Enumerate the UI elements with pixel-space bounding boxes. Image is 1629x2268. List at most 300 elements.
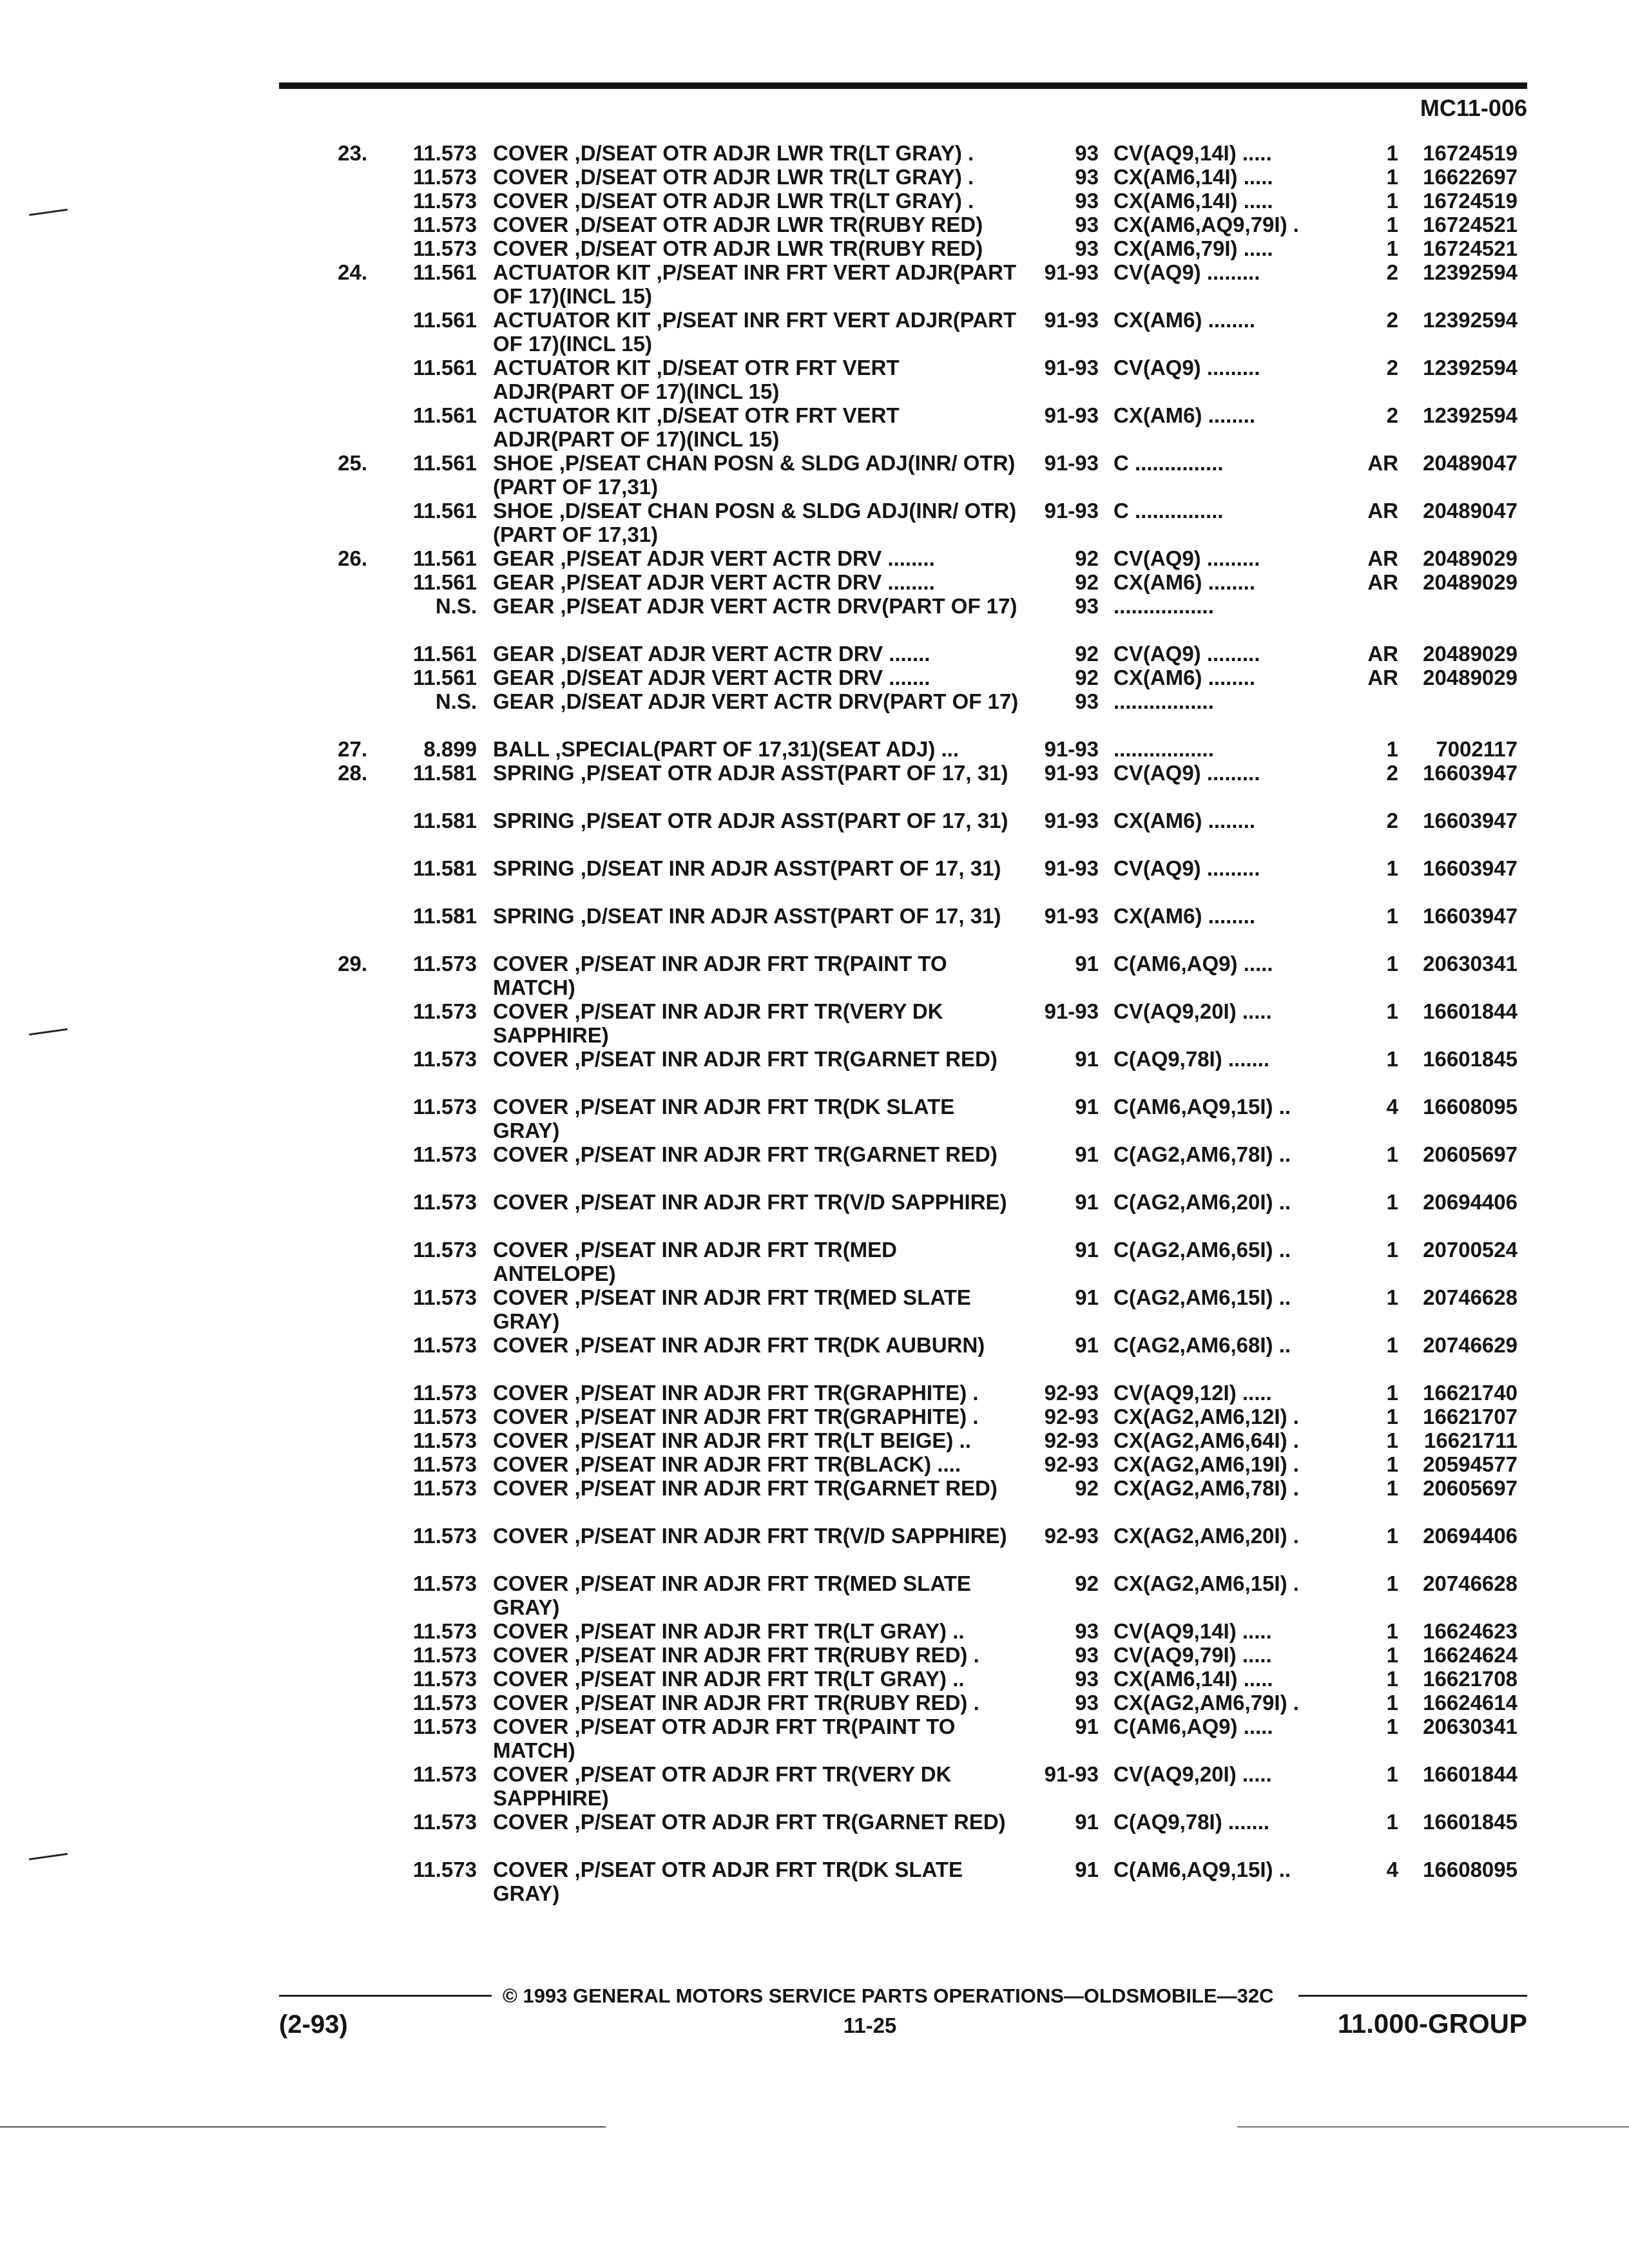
model-usage: CV(AQ9,20I) .....	[1113, 999, 1272, 1023]
part-description: COVER ,P/SEAT INR ADJR FRT TR(GARNET RED)	[493, 1142, 998, 1166]
quantity: 1	[1386, 1190, 1398, 1214]
footer-group: 11.000-GROUP	[1337, 2008, 1527, 2039]
table-row	[0, 1524, 1629, 1571]
part-description: COVER ,P/SEAT INR ADJR FRT TR(MED SLATE GRAY)	[493, 1285, 971, 1333]
table-row	[0, 856, 1629, 904]
model-years: 93	[1075, 189, 1099, 213]
part-number: 16603947	[1423, 761, 1518, 785]
part-number: 16601845	[1423, 1047, 1518, 1071]
model-years: 91	[1075, 952, 1099, 975]
part-number: 16601844	[1423, 1762, 1518, 1786]
table-row	[0, 1142, 1629, 1190]
model-usage: CX(AG2,AM6,79I) .	[1113, 1691, 1299, 1715]
table-row	[0, 999, 1629, 1047]
part-description: COVER ,D/SEAT OTR ADJR LWR TR(LT GRAY) .	[493, 189, 974, 213]
part-number: 20694406	[1423, 1524, 1518, 1548]
part-number: 7002117	[1436, 737, 1518, 761]
model-usage: CX(AM6,14I) .....	[1113, 189, 1273, 213]
footer-date: (2-93)	[279, 2010, 348, 2039]
quantity: AR	[1367, 451, 1398, 475]
model-usage: CV(AQ9) .........	[1113, 642, 1260, 666]
group-number: 11.573	[412, 1571, 477, 1595]
model-usage: CX(AG2,AM6,15I) .	[1113, 1571, 1299, 1595]
part-description: COVER ,P/SEAT INR ADJR FRT TR(MED SLATE GRAY)	[493, 1571, 971, 1619]
model-usage: C(AG2,AM6,68I) ..	[1113, 1333, 1291, 1357]
table-row	[0, 809, 1629, 856]
model-years: 92	[1075, 546, 1099, 570]
part-number: 16601845	[1423, 1810, 1518, 1834]
model-usage: CX(AG2,AM6,78I) .	[1113, 1476, 1299, 1500]
quantity: 1	[1386, 1381, 1398, 1405]
quantity: 1	[1386, 1643, 1398, 1667]
quantity: 2	[1386, 356, 1398, 380]
part-description: SPRING ,P/SEAT OTR ADJR ASST(PART OF 17, 31)	[493, 761, 1008, 785]
quantity: 1	[1386, 141, 1398, 165]
quantity: 1	[1386, 1405, 1398, 1428]
group-number: 11.561	[412, 570, 477, 594]
quantity: 1	[1386, 1715, 1398, 1738]
part-description: COVER ,P/SEAT INR ADJR FRT TR(RUBY RED) .	[493, 1643, 979, 1667]
group-number: 11.581	[412, 809, 477, 832]
part-number: 16621740	[1423, 1381, 1518, 1405]
quantity: 2	[1386, 308, 1398, 332]
group-number: N.S.	[435, 594, 477, 618]
group-number: 11.573	[412, 1476, 477, 1500]
ref-number: 28.	[338, 761, 367, 785]
part-number: 16603947	[1423, 856, 1518, 880]
part-number: 12392594	[1423, 356, 1518, 380]
model-usage: CX(AM6) ........	[1113, 904, 1256, 928]
quantity: 1	[1386, 1667, 1398, 1691]
group-number: 11.573	[412, 1142, 477, 1166]
model-years: 92-93	[1044, 1428, 1099, 1452]
model-years: 93	[1075, 1691, 1099, 1715]
group-number: 11.561	[412, 403, 477, 427]
table-row	[0, 356, 1629, 403]
model-usage: CV(AQ9) .........	[1113, 761, 1260, 785]
model-usage: C(AG2,AM6,65I) ..	[1113, 1238, 1291, 1262]
model-usage: .................	[1113, 737, 1214, 761]
model-usage: C(AG2,AM6,15I) ..	[1113, 1285, 1291, 1309]
quantity: 1	[1386, 1476, 1398, 1500]
quantity: 1	[1386, 952, 1398, 975]
model-years: 92	[1075, 570, 1099, 594]
part-description: COVER ,D/SEAT OTR ADJR LWR TR(LT GRAY) .	[493, 165, 974, 189]
table-row	[0, 1762, 1629, 1810]
model-years: 91-93	[1044, 761, 1099, 785]
part-number: 16603947	[1423, 809, 1518, 832]
model-usage: CX(AM6,14I) .....	[1113, 1667, 1273, 1691]
group-number: 11.573	[412, 213, 477, 236]
quantity: 1	[1386, 999, 1398, 1023]
part-description: COVER ,P/SEAT INR ADJR FRT TR(LT BEIGE) ..	[493, 1428, 971, 1452]
model-years: 91	[1075, 1285, 1099, 1309]
quantity: 1	[1386, 1571, 1398, 1595]
table-row	[0, 1285, 1629, 1333]
model-usage: CX(AG2,AM6,20I) .	[1113, 1524, 1299, 1548]
model-years: 93	[1075, 236, 1099, 260]
group-number: 11.573	[412, 1047, 477, 1071]
group-number: 11.581	[412, 856, 477, 880]
model-years: 91-93	[1044, 809, 1099, 832]
model-years: 91	[1075, 1238, 1099, 1262]
table-row	[0, 1428, 1629, 1452]
part-number: 16621708	[1423, 1667, 1518, 1691]
part-description: COVER ,P/SEAT OTR ADJR FRT TR(VERY DK SAPPHIRE)	[493, 1762, 952, 1810]
model-usage: CV(AQ9,20I) .....	[1113, 1762, 1272, 1786]
part-number: 16724521	[1423, 236, 1518, 260]
group-number: 11.573	[412, 165, 477, 189]
table-row	[0, 952, 1629, 999]
model-usage: CV(AQ9) .........	[1113, 856, 1260, 880]
table-row	[0, 1667, 1629, 1691]
part-description: COVER ,P/SEAT OTR ADJR FRT TR(GARNET RED)	[493, 1810, 1006, 1834]
group-number: 11.573	[412, 1405, 477, 1428]
group-number: 11.573	[412, 1428, 477, 1452]
part-description: COVER ,P/SEAT OTR ADJR FRT TR(DK SLATE GRAY)	[493, 1858, 963, 1905]
model-years: 91	[1075, 1142, 1099, 1166]
part-description: BALL ,SPECIAL(PART OF 17,31)(SEAT ADJ) ...	[493, 737, 959, 761]
part-number: 20746628	[1423, 1571, 1518, 1595]
model-usage: CX(AG2,AM6,19I) .	[1113, 1452, 1299, 1476]
model-years: 92	[1075, 642, 1099, 666]
table-row	[0, 666, 1629, 689]
part-description: COVER ,D/SEAT OTR ADJR LWR TR(LT GRAY) .	[493, 141, 974, 165]
model-usage: C(AM6,AQ9) .....	[1113, 952, 1273, 975]
part-number: 20489029	[1423, 642, 1518, 666]
model-usage: CX(AG2,AM6,64I) .	[1113, 1428, 1299, 1452]
part-description: COVER ,P/SEAT INR ADJR FRT TR(V/D SAPPHIRE)	[493, 1190, 1007, 1214]
part-number: 16624624	[1423, 1643, 1518, 1667]
model-years: 91-93	[1044, 451, 1099, 475]
part-number: 20694406	[1423, 1190, 1518, 1214]
model-years: 92-93	[1044, 1405, 1099, 1428]
top-rule	[279, 82, 1527, 89]
part-number: 20489047	[1423, 451, 1518, 475]
table-row	[0, 236, 1629, 260]
model-usage: CV(AQ9) .........	[1113, 546, 1260, 570]
group-number: 11.573	[412, 1095, 477, 1119]
ref-number: 25.	[338, 451, 367, 475]
part-number: 20605697	[1423, 1142, 1518, 1166]
group-number: 11.573	[412, 1619, 477, 1643]
part-number: 16724519	[1423, 189, 1518, 213]
footer-rule-right	[1298, 1995, 1527, 1997]
table-row	[0, 499, 1629, 546]
part-description: SPRING ,D/SEAT INR ADJR ASST(PART OF 17, 31)	[493, 856, 1001, 880]
model-years: 91	[1075, 1810, 1099, 1834]
group-number: 11.573	[412, 999, 477, 1023]
model-usage: CX(AM6,79I) .....	[1113, 236, 1273, 260]
table-row	[0, 260, 1629, 308]
part-description: COVER ,P/SEAT INR ADJR FRT TR(PAINT TO MATCH)	[493, 952, 947, 999]
part-description: COVER ,P/SEAT OTR ADJR FRT TR(PAINT TO MATCH)	[493, 1715, 956, 1762]
model-years: 92-93	[1044, 1381, 1099, 1405]
model-years: 93	[1075, 1619, 1099, 1643]
part-description: ACTUATOR KIT ,D/SEAT OTR FRT VERT ADJR(PART OF 17)(INCL 15)	[493, 356, 900, 403]
model-usage: C(AG2,AM6,78I) ..	[1113, 1142, 1291, 1166]
table-row	[0, 1810, 1629, 1858]
part-number: 20700524	[1423, 1238, 1518, 1262]
model-years: 93	[1075, 1643, 1099, 1667]
part-description: SPRING ,D/SEAT INR ADJR ASST(PART OF 17, 31)	[493, 904, 1001, 928]
quantity: 1	[1386, 1524, 1398, 1548]
quantity: 1	[1386, 737, 1398, 761]
table-row	[0, 451, 1629, 499]
model-years: 93	[1075, 213, 1099, 236]
quantity: AR	[1367, 499, 1398, 523]
part-number: 16621707	[1423, 1405, 1518, 1428]
group-number: 8.899	[423, 737, 477, 761]
model-years: 91	[1075, 1095, 1099, 1119]
group-number: 11.561	[412, 642, 477, 666]
table-row	[0, 761, 1629, 809]
group-number: 11.573	[412, 1858, 477, 1881]
part-number: 20489029	[1423, 546, 1518, 570]
group-number: N.S.	[435, 689, 477, 713]
table-row	[0, 1476, 1629, 1524]
group-number: 11.581	[412, 761, 477, 785]
part-number: 16608095	[1423, 1095, 1518, 1119]
quantity: 1	[1386, 1142, 1398, 1166]
part-number: 20605697	[1423, 1476, 1518, 1500]
model-usage: CX(AM6,14I) .....	[1113, 165, 1273, 189]
model-usage: C ...............	[1113, 451, 1224, 475]
group-number: 11.561	[412, 308, 477, 332]
table-row	[0, 737, 1629, 761]
part-description: GEAR ,P/SEAT ADJR VERT ACTR DRV(PART OF 17)	[493, 594, 1017, 618]
part-number: 16724519	[1423, 141, 1518, 165]
group-number: 11.573	[412, 952, 477, 975]
quantity: 2	[1386, 809, 1398, 832]
model-years: 91	[1075, 1858, 1099, 1881]
ref-number: 29.	[338, 952, 367, 975]
model-years: 91	[1075, 1190, 1099, 1214]
quantity: 1	[1386, 165, 1398, 189]
quantity: 1	[1386, 904, 1398, 928]
quantity: 2	[1386, 403, 1398, 427]
table-row	[0, 1047, 1629, 1095]
group-number: 11.573	[412, 1238, 477, 1262]
part-number: 12392594	[1423, 308, 1518, 332]
quantity: 1	[1386, 1238, 1398, 1262]
model-usage: C(AQ9,78I) .......	[1113, 1810, 1270, 1834]
model-usage: C ...............	[1113, 499, 1224, 523]
table-row	[0, 1571, 1629, 1619]
table-row	[0, 165, 1629, 189]
table-row	[0, 1858, 1629, 1905]
model-usage: CX(AG2,AM6,12I) .	[1113, 1405, 1299, 1428]
model-usage: .................	[1113, 594, 1214, 618]
part-number: 20746629	[1423, 1333, 1518, 1357]
table-row	[0, 904, 1629, 952]
group-number: 11.573	[412, 1452, 477, 1476]
group-number: 11.573	[412, 1190, 477, 1214]
ref-number: 26.	[338, 546, 367, 570]
model-years: 92-93	[1044, 1452, 1099, 1476]
model-years: 91-93	[1044, 856, 1099, 880]
table-row	[0, 689, 1629, 737]
part-number: 20630341	[1423, 952, 1518, 975]
part-number: 16724521	[1423, 213, 1518, 236]
model-usage: .................	[1113, 689, 1214, 713]
ref-number: 24.	[338, 260, 367, 284]
group-number: 11.561	[412, 666, 477, 689]
table-row	[0, 1452, 1629, 1476]
model-years: 93	[1075, 1667, 1099, 1691]
part-description: COVER ,P/SEAT INR ADJR FRT TR(LT GRAY) ..	[493, 1667, 965, 1691]
table-row	[0, 570, 1629, 594]
table-row	[0, 213, 1629, 236]
part-description: COVER ,P/SEAT INR ADJR FRT TR(GARNET RED)	[493, 1047, 998, 1071]
table-row	[0, 1333, 1629, 1381]
model-usage: CV(AQ9,79I) .....	[1113, 1643, 1272, 1667]
group-number: 11.581	[412, 904, 477, 928]
model-usage: CV(AQ9,14I) .....	[1113, 1619, 1272, 1643]
part-description: COVER ,P/SEAT INR ADJR FRT TR(DK AUBURN)	[493, 1333, 985, 1357]
part-number: 16601844	[1423, 999, 1518, 1023]
group-number: 11.561	[412, 260, 477, 284]
part-number: 20746628	[1423, 1285, 1518, 1309]
group-number: 11.573	[412, 1667, 477, 1691]
part-description: SPRING ,P/SEAT OTR ADJR ASST(PART OF 17, 31)	[493, 809, 1008, 832]
model-years: 92	[1075, 666, 1099, 689]
model-usage: CX(AM6) ........	[1113, 666, 1256, 689]
model-usage: CV(AQ9) .........	[1113, 356, 1260, 380]
part-description: GEAR ,D/SEAT ADJR VERT ACTR DRV(PART OF 17)	[493, 689, 1019, 713]
table-row	[0, 189, 1629, 213]
model-years: 93	[1075, 165, 1099, 189]
part-description: COVER ,P/SEAT INR ADJR FRT TR(GRAPHITE) .	[493, 1381, 979, 1405]
group-number: 11.573	[412, 1333, 477, 1357]
group-number: 11.573	[412, 1715, 477, 1738]
table-row	[0, 1405, 1629, 1428]
model-years: 91-93	[1044, 308, 1099, 332]
group-number: 11.573	[412, 1762, 477, 1786]
model-years: 91-93	[1044, 1762, 1099, 1786]
part-number: 20630341	[1423, 1715, 1518, 1738]
quantity: 4	[1386, 1095, 1398, 1119]
quantity: 1	[1386, 189, 1398, 213]
model-usage: C(AM6,AQ9,15I) ..	[1113, 1858, 1291, 1881]
part-number: 12392594	[1423, 260, 1518, 284]
part-description: GEAR ,D/SEAT ADJR VERT ACTR DRV .......	[493, 666, 930, 689]
quantity: 1	[1386, 1619, 1398, 1643]
model-years: 91	[1075, 1333, 1099, 1357]
part-number: 12392594	[1423, 403, 1518, 427]
bottom-rule	[1237, 2126, 1629, 2128]
part-description: GEAR ,D/SEAT ADJR VERT ACTR DRV .......	[493, 642, 930, 666]
model-usage: C(AQ9,78I) .......	[1113, 1047, 1270, 1071]
model-usage: CX(AM6,AQ9,79I) .	[1113, 213, 1299, 236]
table-row	[0, 1190, 1629, 1238]
table-row	[0, 1095, 1629, 1142]
model-usage: CV(AQ9,12I) .....	[1113, 1381, 1272, 1405]
table-row	[0, 1643, 1629, 1667]
footer-rule-left	[279, 1995, 492, 1997]
part-description: COVER ,P/SEAT INR ADJR FRT TR(RUBY RED) .	[493, 1691, 979, 1715]
model-years: 92-93	[1044, 1524, 1099, 1548]
model-usage: CX(AM6) ........	[1113, 308, 1256, 332]
quantity: 1	[1386, 1691, 1398, 1715]
model-years: 91-93	[1044, 999, 1099, 1023]
ref-number: 27.	[338, 737, 367, 761]
model-years: 92	[1075, 1571, 1099, 1595]
model-years: 91	[1075, 1715, 1099, 1738]
model-years: 91-93	[1044, 260, 1099, 284]
quantity: 1	[1386, 1762, 1398, 1786]
model-usage: CV(AQ9,14I) .....	[1113, 141, 1272, 165]
model-years: 92	[1075, 1476, 1099, 1500]
group-number: 11.573	[412, 189, 477, 213]
model-years: 91-93	[1044, 904, 1099, 928]
part-number: 16624623	[1423, 1619, 1518, 1643]
group-number: 11.573	[412, 141, 477, 165]
model-years: 91-93	[1044, 403, 1099, 427]
part-description: GEAR ,P/SEAT ADJR VERT ACTR DRV ........	[493, 546, 935, 570]
quantity: 1	[1386, 1285, 1398, 1309]
table-row	[0, 1381, 1629, 1405]
quantity: AR	[1367, 570, 1398, 594]
group-number: 11.573	[412, 1643, 477, 1667]
part-description: COVER ,D/SEAT OTR ADJR LWR TR(RUBY RED)	[493, 236, 983, 260]
quantity: AR	[1367, 642, 1398, 666]
table-row	[0, 1619, 1629, 1643]
quantity: AR	[1367, 666, 1398, 689]
model-usage: CX(AM6) ........	[1113, 570, 1256, 594]
model-usage: C(AM6,AQ9) .....	[1113, 1715, 1273, 1738]
table-row	[0, 546, 1629, 570]
table-row	[0, 594, 1629, 642]
group-number: 11.573	[412, 1524, 477, 1548]
group-number: 11.573	[412, 236, 477, 260]
model-years: 93	[1075, 141, 1099, 165]
quantity: 1	[1386, 236, 1398, 260]
model-years: 91-93	[1044, 499, 1099, 523]
part-number: 20489047	[1423, 499, 1518, 523]
part-number: 16624614	[1423, 1691, 1518, 1715]
quantity: 2	[1386, 761, 1398, 785]
part-number: 16603947	[1423, 904, 1518, 928]
part-description: COVER ,P/SEAT INR ADJR FRT TR(MED ANTELOPE)	[493, 1238, 898, 1285]
group-number: 11.561	[412, 499, 477, 523]
part-description: COVER ,P/SEAT INR ADJR FRT TR(BLACK) ....	[493, 1452, 961, 1476]
part-description: COVER ,P/SEAT INR ADJR FRT TR(VERY DK SAPPHIRE)	[493, 999, 943, 1047]
quantity: 2	[1386, 260, 1398, 284]
group-number: 11.573	[412, 1285, 477, 1309]
quantity: 1	[1386, 1452, 1398, 1476]
catalog-code: MC11-006	[1420, 95, 1527, 121]
parts-list	[0, 141, 1629, 1905]
part-number: 16608095	[1423, 1858, 1518, 1881]
part-description: COVER ,P/SEAT INR ADJR FRT TR(V/D SAPPHIRE)	[493, 1524, 1007, 1548]
model-years: 91	[1075, 1047, 1099, 1071]
model-usage: CX(AM6) ........	[1113, 809, 1256, 832]
footer-page-number: 11-25	[843, 2013, 897, 2037]
part-description: COVER ,P/SEAT INR ADJR FRT TR(GRAPHITE) .	[493, 1405, 979, 1428]
part-number: 16621711	[1423, 1428, 1518, 1452]
model-years: 93	[1075, 594, 1099, 618]
part-description: COVER ,D/SEAT OTR ADJR LWR TR(RUBY RED)	[493, 213, 983, 236]
part-description: ACTUATOR KIT ,D/SEAT OTR FRT VERT ADJR(PART OF 17)(INCL 15)	[493, 403, 900, 451]
group-number: 11.561	[412, 451, 477, 475]
table-row	[0, 1715, 1629, 1762]
quantity: AR	[1367, 546, 1398, 570]
part-number: 20489029	[1423, 570, 1518, 594]
table-row	[0, 141, 1629, 165]
model-years: 93	[1075, 689, 1099, 713]
part-description: COVER ,P/SEAT INR ADJR FRT TR(GARNET RED)	[493, 1476, 998, 1500]
